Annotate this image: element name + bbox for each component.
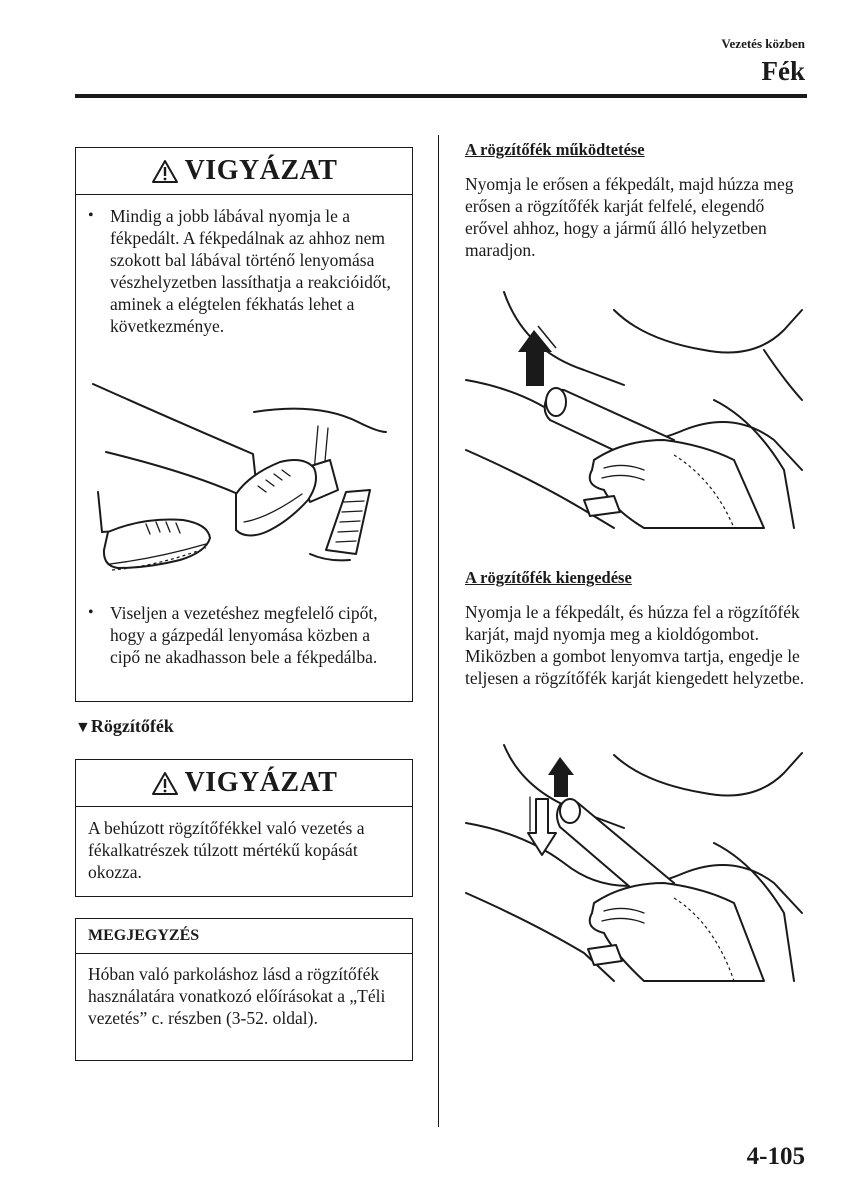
caution-title-1: VIGYÁZAT: [184, 155, 338, 186]
note-text: Hóban való parkoláshoz lásd a rögzítőfék használatára vonatkozó előírásokat a „Téli vezetés” c. részben (3-52. oldal).: [88, 964, 386, 1028]
parking-brake-release-illustration: [464, 743, 804, 983]
operate-text: Nyomja le erősen a fékpedált, majd húzza meg erősen a rögzítőfék karját felfelé, elegendő erővel ahhoz, hogy a jármű álló helyzetben maradjon.: [465, 174, 794, 260]
caution-heading-1: [76, 148, 412, 195]
triangle-down-icon: ▼: [75, 719, 91, 736]
section-header: Vezetés közben: [721, 36, 805, 51]
caution-box-1: [75, 147, 413, 702]
parking-brake-pull-illustration: [464, 290, 804, 530]
header-rule: [75, 94, 807, 98]
operate-heading: A rögzítőfék működtetése: [465, 140, 645, 159]
page-title: Fék: [761, 56, 805, 86]
warning-triangle-icon: [151, 771, 179, 796]
section-heading-parking: [75, 716, 174, 737]
caution-heading-2: [76, 760, 412, 807]
note-heading: MEGJEGYZÉS: [76, 919, 412, 954]
caution-title-2: VIGYÁZAT: [184, 767, 338, 798]
release-heading: A rögzítőfék kiengedése: [465, 568, 632, 587]
page-number: 4-105: [746, 1143, 805, 1170]
pedal-foot-illustration: [88, 382, 388, 587]
release-text: Nyomja le a fékpedált, és húzza fel a rögzítőfék karját, majd nyomja meg a kioldógombot. Miközben a gombot lenyomva tartja, engedje le teljesen a rögzítőfék karját kiengedett helyzetbe.: [465, 602, 805, 688]
column-divider: [438, 135, 439, 1127]
section-title-parking: Rögzítőfék: [90, 716, 174, 736]
caution-bullet-2: • Viseljen a vezetéshez megfelelő cipőt, hogy a gázpedál lenyomása közben a cipő ne akadhasson bele a fékpedálba.: [76, 602, 398, 668]
caution-bullet-1: • Mindig a jobb lábával nyomja le a fékpedált. A fékpedálnak az ahhoz nem szokott bal lábával történő lenyomása vészhelyzetben lassíthatja a reakcióidőt, aminek a elégtelen fékhatás lehet a következménye.: [76, 205, 398, 337]
warning-triangle-icon: [151, 159, 179, 184]
note-box: [75, 918, 413, 1061]
caution-box-2: [75, 759, 413, 897]
caution-text-2: A behúzott rögzítőfékkel való vezetés a fékalkatrészek túlzott mértékű kopását okozza.: [88, 818, 365, 882]
